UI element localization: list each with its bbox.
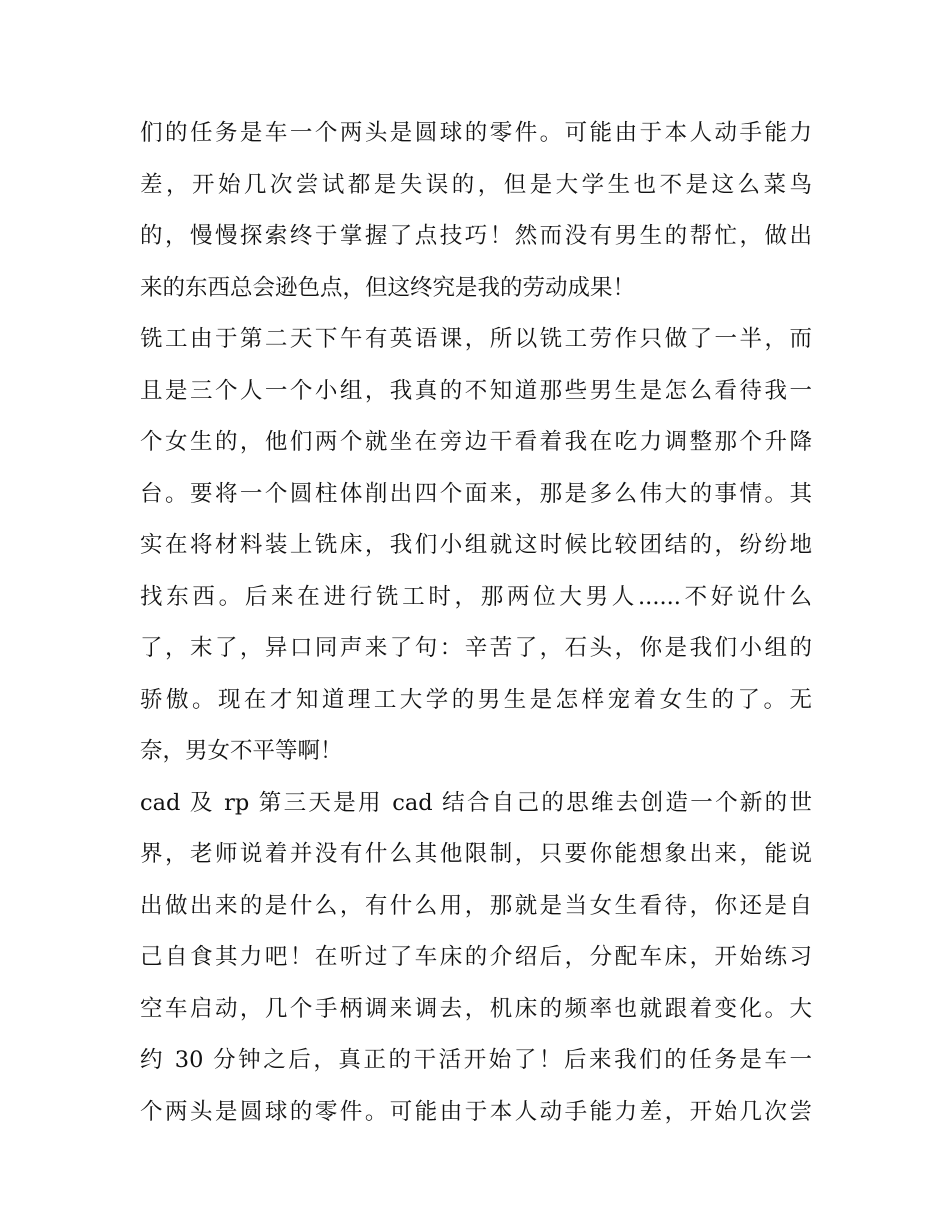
text-line: cad 及 rp 第三天是用 cad 结合自己的思维去创造一个新的世 [140, 789, 812, 816]
text-line: 且是三个人一个小组，我真的不知道那些男生是怎么看待我一 [140, 377, 812, 404]
text-line: 界，老师说着并没有什么其他限制，只要你能想象出来，能说 [140, 841, 812, 867]
paragraph-end-line: 奈，男女不平等啊！ [140, 738, 343, 764]
text-line: 约 30 分钟之后，真正的干活开始了！后来我们的任务是车一 [140, 1047, 812, 1073]
text-line: 骄傲。现在才知道理工大学的男生是怎样宠着女生的了。无 [140, 686, 812, 713]
text-line: 己自食其力吧！在听过了车床的介绍后，分配车床，开始练习 [140, 944, 812, 970]
text-line: 个女生的，他们两个就坐在旁边干看着我在吃力调整那个升降 [140, 429, 812, 455]
text-line: 了，末了，异口同声来了句：辛苦了，石头，你是我们小组的 [140, 635, 812, 661]
text-line: 台。要将一个圆柱体削出四个面来，那是多么伟大的事情。其 [140, 480, 812, 507]
text-line: 们的任务是车一个两头是圆球的零件。可能由于本人动手能力 [140, 120, 812, 146]
text-line: 铣工由于第二天下午有英语课，所以铣工劳作只做了一半，而 [140, 326, 812, 352]
paragraph-end-line: 来的东西总会逊色点，但这终究是我的劳动成果！ [140, 274, 636, 301]
text-line: 个两头是圆球的零件。可能由于本人动手能力差，开始几次尝 [140, 1098, 812, 1125]
text-line: 差，开始几次尝试都是失误的，但是大学生也不是这么菜鸟 [140, 171, 812, 198]
text-line: 的，慢慢探索终于掌握了点技巧！然而没有男生的帮忙，做出 [140, 223, 812, 249]
text-line: 找东西。后来在进行铣工时，那两位大男人......不好说什么 [140, 583, 812, 610]
text-line: 实在将材料装上铣床，我们小组就这时候比较团结的，纷纷地 [140, 532, 812, 558]
text-line: 出做出来的是什么，有什么用，那就是当女生看待，你还是自 [140, 892, 812, 919]
document-body [140, 108, 812, 1138]
text-line: 空车启动，几个手柄调来调去，机床的频率也就跟着变化。大 [140, 995, 812, 1022]
